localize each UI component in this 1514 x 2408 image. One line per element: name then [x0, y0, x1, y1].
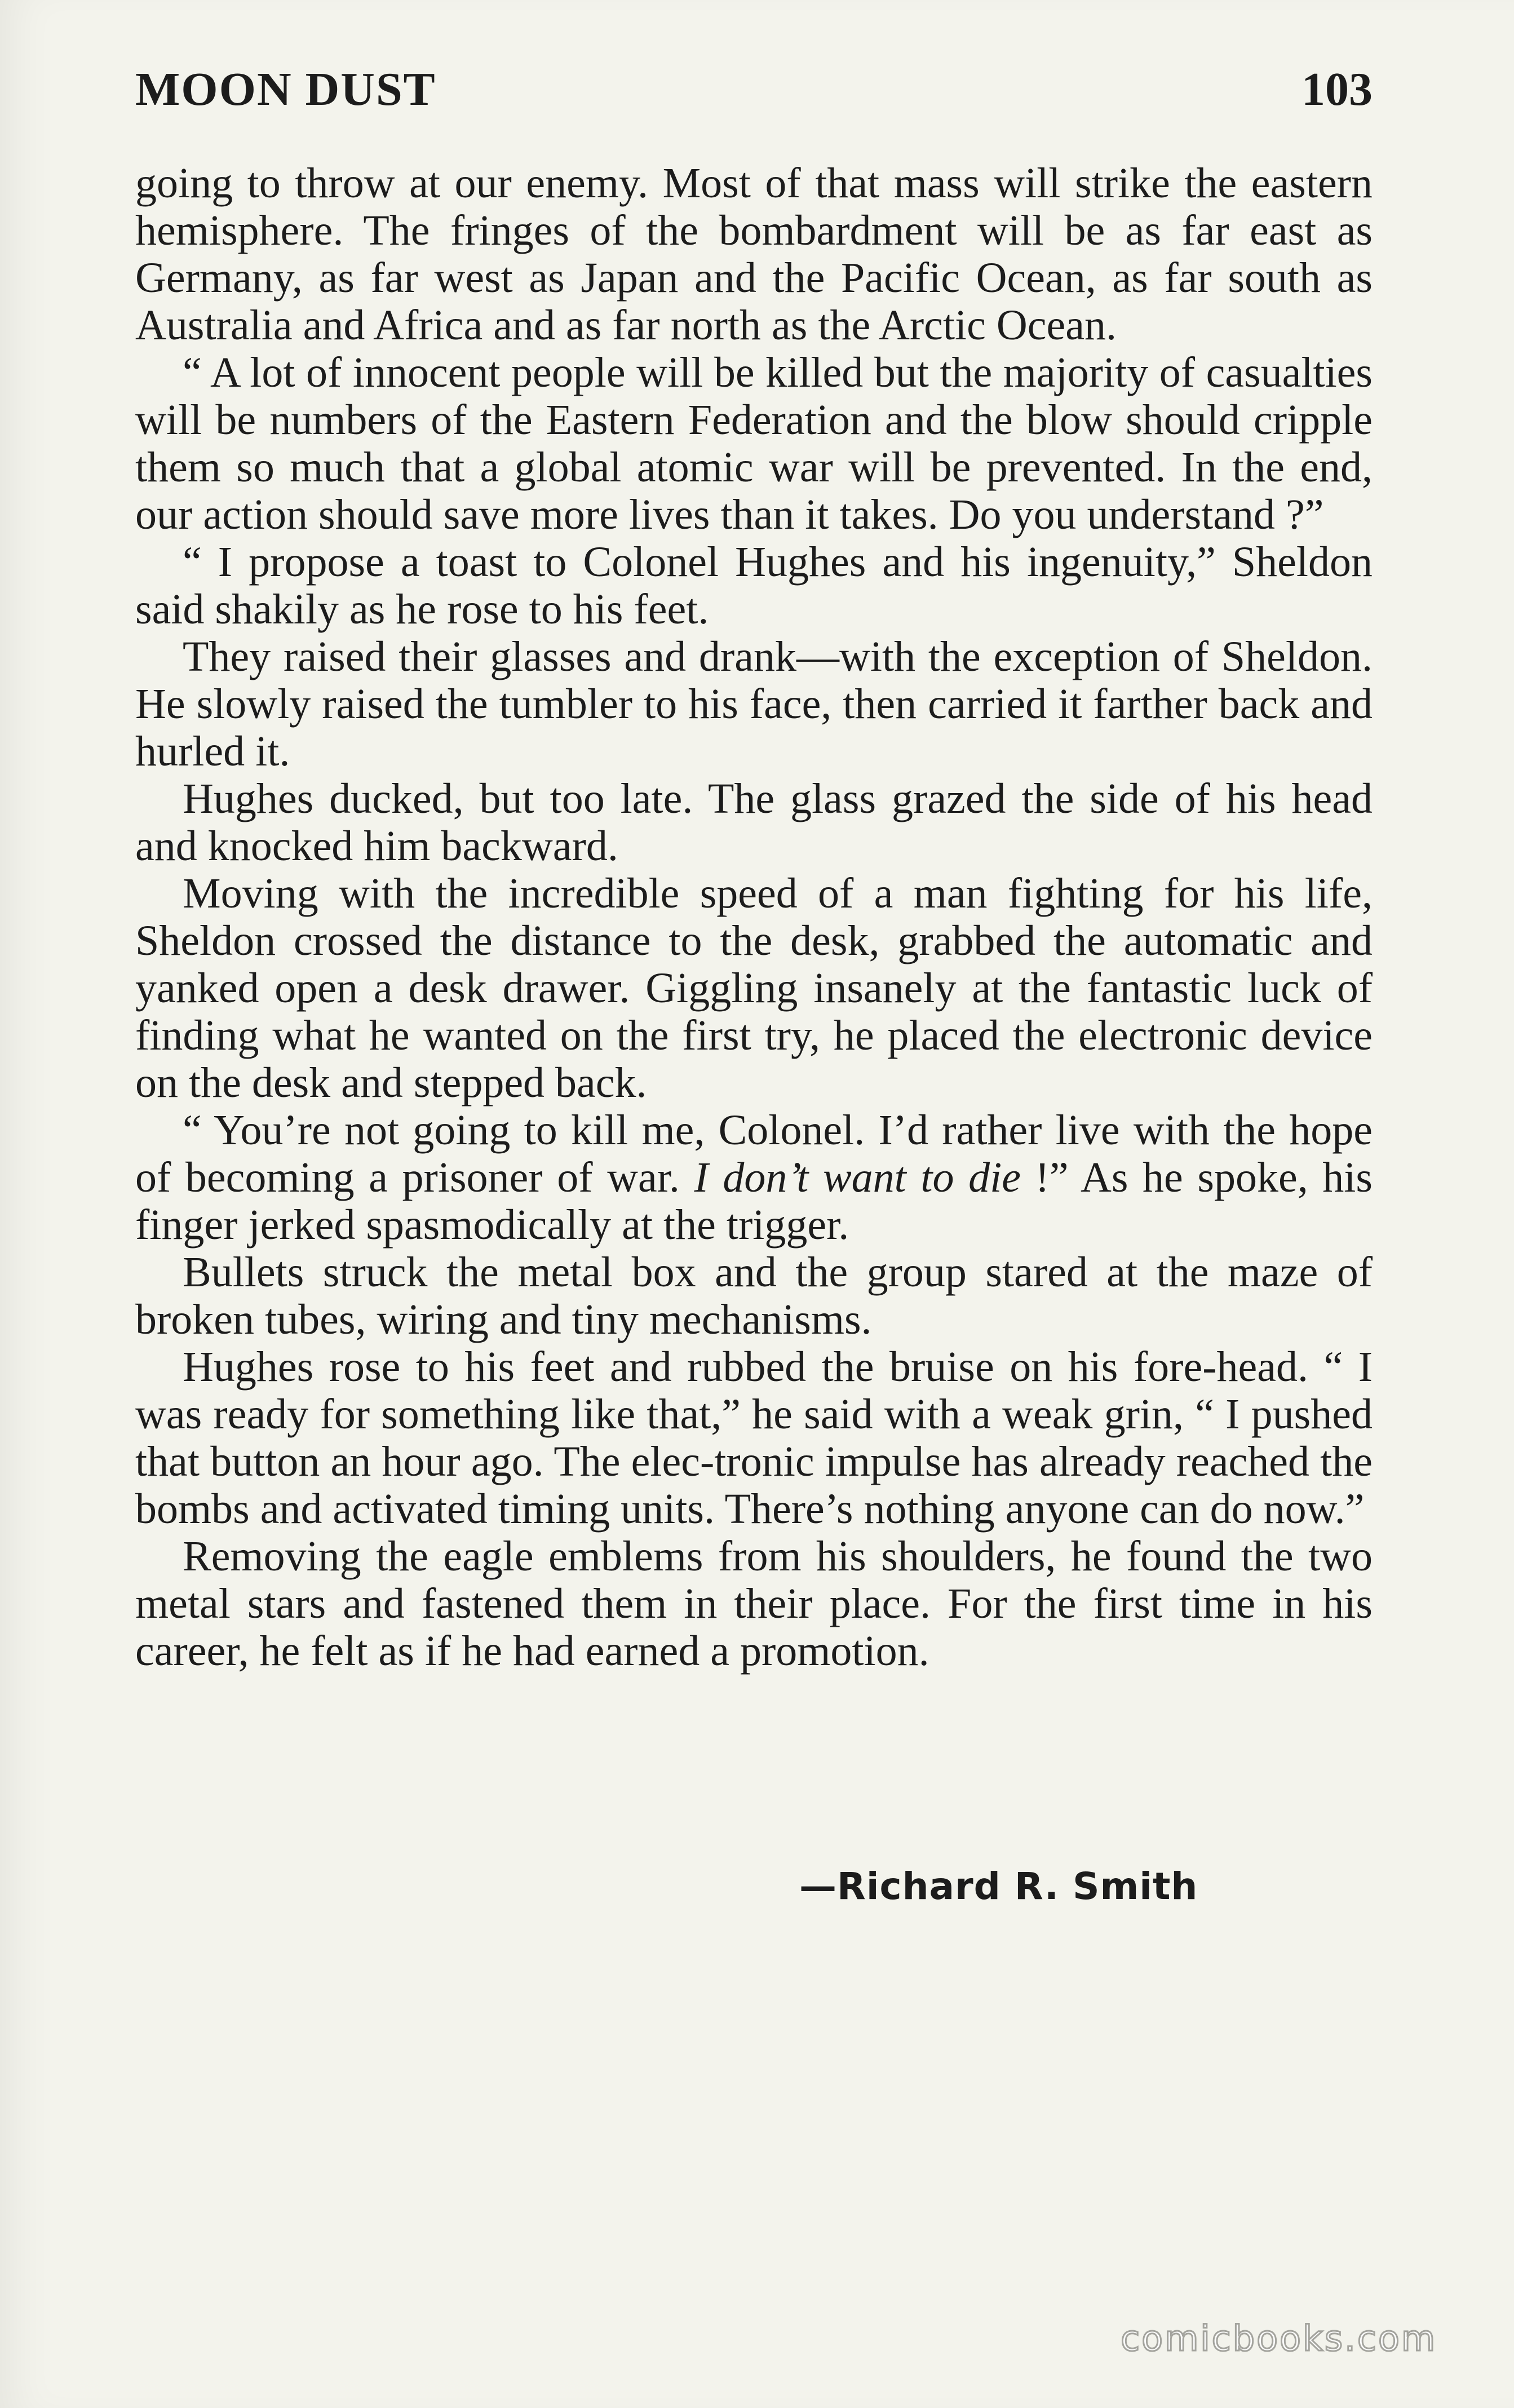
- story-text: [135, 160, 1373, 1675]
- paragraph: “ I propose a toast to Colonel Hughes and his ingenuity,” Sheldon said shakily as he rose to his feet.: [135, 538, 1373, 633]
- paragraph: Bullets struck the metal box and the group stared at the maze of broken tubes, wiring and tiny mechanisms.: [135, 1249, 1373, 1343]
- page-header: [135, 62, 1373, 124]
- paragraph: going to throw at our enemy. Most of that mass will strike the eastern hemisphere. The fringes of the bombardment will be as far east as Germany, as far west as Japan and the Pacific Ocean, as far south as Australia and Africa and as far north as the Arctic Ocean.: [135, 160, 1373, 349]
- paragraph: They raised their glasses and drank—with the exception of Sheldon. He slowly raised the tumbler to his face, then carried it farther back and hurled it.: [135, 633, 1373, 775]
- paragraph-text: !” As he spoke, his finger jerked spasmodically at the trigger.: [135, 1154, 1373, 1249]
- paragraph: Hughes ducked, but too late. The glass grazed the side of his head and knocked him backward.: [135, 775, 1373, 870]
- page-number: 103: [1301, 63, 1373, 116]
- paragraph-text: “ You’re not going to kill me, Colonel. I’d rather live with the hope of becoming a prisoner of war.: [135, 1106, 1373, 1201]
- paragraph: “ A lot of innocent people will be killed but the majority of casualties will be numbers of the Eastern Federation and the blow should cripple them so much that a global atomic war will be prevented. In the end, our action should save more lives than it takes. Do you understand ?”: [135, 349, 1373, 538]
- paragraph: Removing the eagle emblems from his shoulders, he found the two metal stars and fastened them in their place. For the first time in his career, he felt as if he had earned a promotion.: [135, 1533, 1373, 1675]
- author-byline: —Richard R. Smith: [799, 1865, 1198, 1908]
- italic-emphasis: I don’t want to die: [694, 1154, 1021, 1201]
- paragraph-with-italic: [135, 1106, 1373, 1249]
- watermark: comicbooks.com: [1121, 2318, 1437, 2359]
- running-title: MOON DUST: [135, 63, 436, 116]
- paragraph: Hughes rose to his feet and rubbed the bruise on his fore-head. “ I was ready for something like that,” he said with a weak grin, “ I pushed that button an hour ago. The elec-tronic impulse has already reached the bombs and activated timing units. There’s nothing anyone can do now.”: [135, 1343, 1373, 1533]
- paragraph: Moving with the incredible speed of a man fighting for his life, Sheldon crossed the distance to the desk, grabbed the automatic and yanked open a desk drawer. Giggling insanely at the fantastic luck of finding what he wanted on the first try, he placed the electronic device on the desk and stepped back.: [135, 870, 1373, 1106]
